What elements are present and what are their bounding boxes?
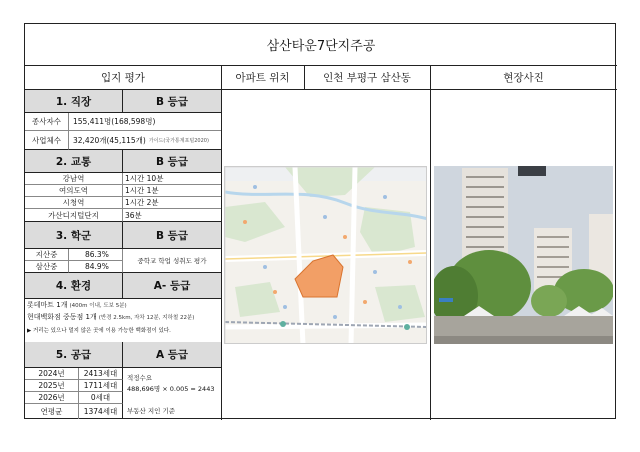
business-value: 32,420개(45,115개) [73,135,146,145]
school-label: 지산중 [25,249,69,261]
school-score: 84.9% [69,261,123,273]
row-label: 사업체수 [25,131,69,150]
demand-note: 부동산 지인 기준 [127,407,176,415]
location-map [224,166,427,344]
table-row [25,404,123,419]
table-row [25,185,221,197]
section-supply-grade: A 등급 [155,349,189,361]
env-dept-store: 현대백화점 중동점 1개 [27,313,97,321]
year-label: 2024년 [25,368,79,380]
table-row [25,380,123,392]
site-photo-header: 현장사진 [430,66,617,90]
supply-value: 1711세대 [79,380,123,392]
demand-title: 적정수요 [127,374,153,382]
section-supply-title: 5. 공급 [25,342,123,367]
supply-value: 0세대 [79,392,123,404]
station-label: 강남역 [25,173,123,185]
divider [221,66,222,420]
row-label: 종사자수 [25,113,69,131]
station-label: 시청역 [25,197,123,209]
env-mart: 롯데마트 1개 [27,301,68,309]
station-label: 가산디지털단지 [25,209,123,222]
location-eval-header: 입지 평가 [25,66,221,90]
table-row [25,249,123,261]
table-row [25,368,123,380]
supply-value: 2413세대 [79,368,123,380]
row-value [69,131,221,150]
section-env-header [25,273,221,299]
table-row [25,261,123,273]
section-env-title: 4. 환경 [25,273,123,298]
travel-time: 1시간 2분 [123,197,221,209]
apt-location-value: 인천 부평구 삼산동 [304,66,430,90]
section-traffic-header [25,150,221,173]
year-label: 연평균 [25,404,79,419]
report-page [24,23,616,419]
workers-value: 155,411명(168,598명) [73,117,156,126]
table-row [25,113,221,131]
section-traffic-grade: B 등급 [156,155,188,168]
section-school-header [25,222,221,249]
school-label: 삼산중 [25,261,69,273]
section-job-header [25,90,221,113]
section-job-grade: B 등급 [156,95,188,108]
env-dept-detail: (반경 2.5km, 자차 12분, 지하철 22분) [98,315,195,321]
section-env-grade: A- 등급 [153,280,191,292]
station-label: 여의도역 [25,185,123,197]
year-label: 2026년 [25,392,79,404]
section-school-title: 3. 학군 [25,222,123,248]
school-score: 86.3% [69,249,123,261]
table-row [25,197,221,209]
divider [304,66,305,90]
apt-location-label: 아파트 위치 [221,66,304,90]
demand-formula: 488,696명 × 0.005 = 2443 [127,385,215,393]
site-photo [434,166,613,344]
table-row [25,209,221,222]
page-title: 삼산타운7단지주공 [25,24,617,66]
travel-time: 36분 [123,209,221,222]
table-row [25,392,123,404]
table-row [25,131,221,150]
travel-time: 1시간 10분 [123,173,221,185]
env-line-1 [27,300,221,312]
section-job-title: 1. 직장 [25,90,123,112]
section-traffic-title: 2. 교통 [25,150,123,172]
section-school-grade: B 등급 [156,229,188,242]
photo-graphic [434,166,613,344]
year-label: 2025년 [25,380,79,392]
row-value [69,113,221,131]
table-row [25,173,221,185]
env-mart-detail: (400m 이내, 도보 5분) [69,303,127,309]
school-desc: 중학교 학업 성취도 평가 [123,249,221,273]
env-line-2 [27,312,221,324]
map-graphic [225,167,427,344]
section-supply-header [25,342,221,368]
source-note: 가이드(국가통계포털2020) [148,137,209,144]
divider [430,66,431,420]
travel-time: 1시간 1분 [123,185,221,197]
env-summary: ▶ 거리는 있으나 멀지 않은 곳에 이용 가능한 백화점이 있다. [27,328,171,334]
supply-value: 1374세대 [79,404,123,419]
